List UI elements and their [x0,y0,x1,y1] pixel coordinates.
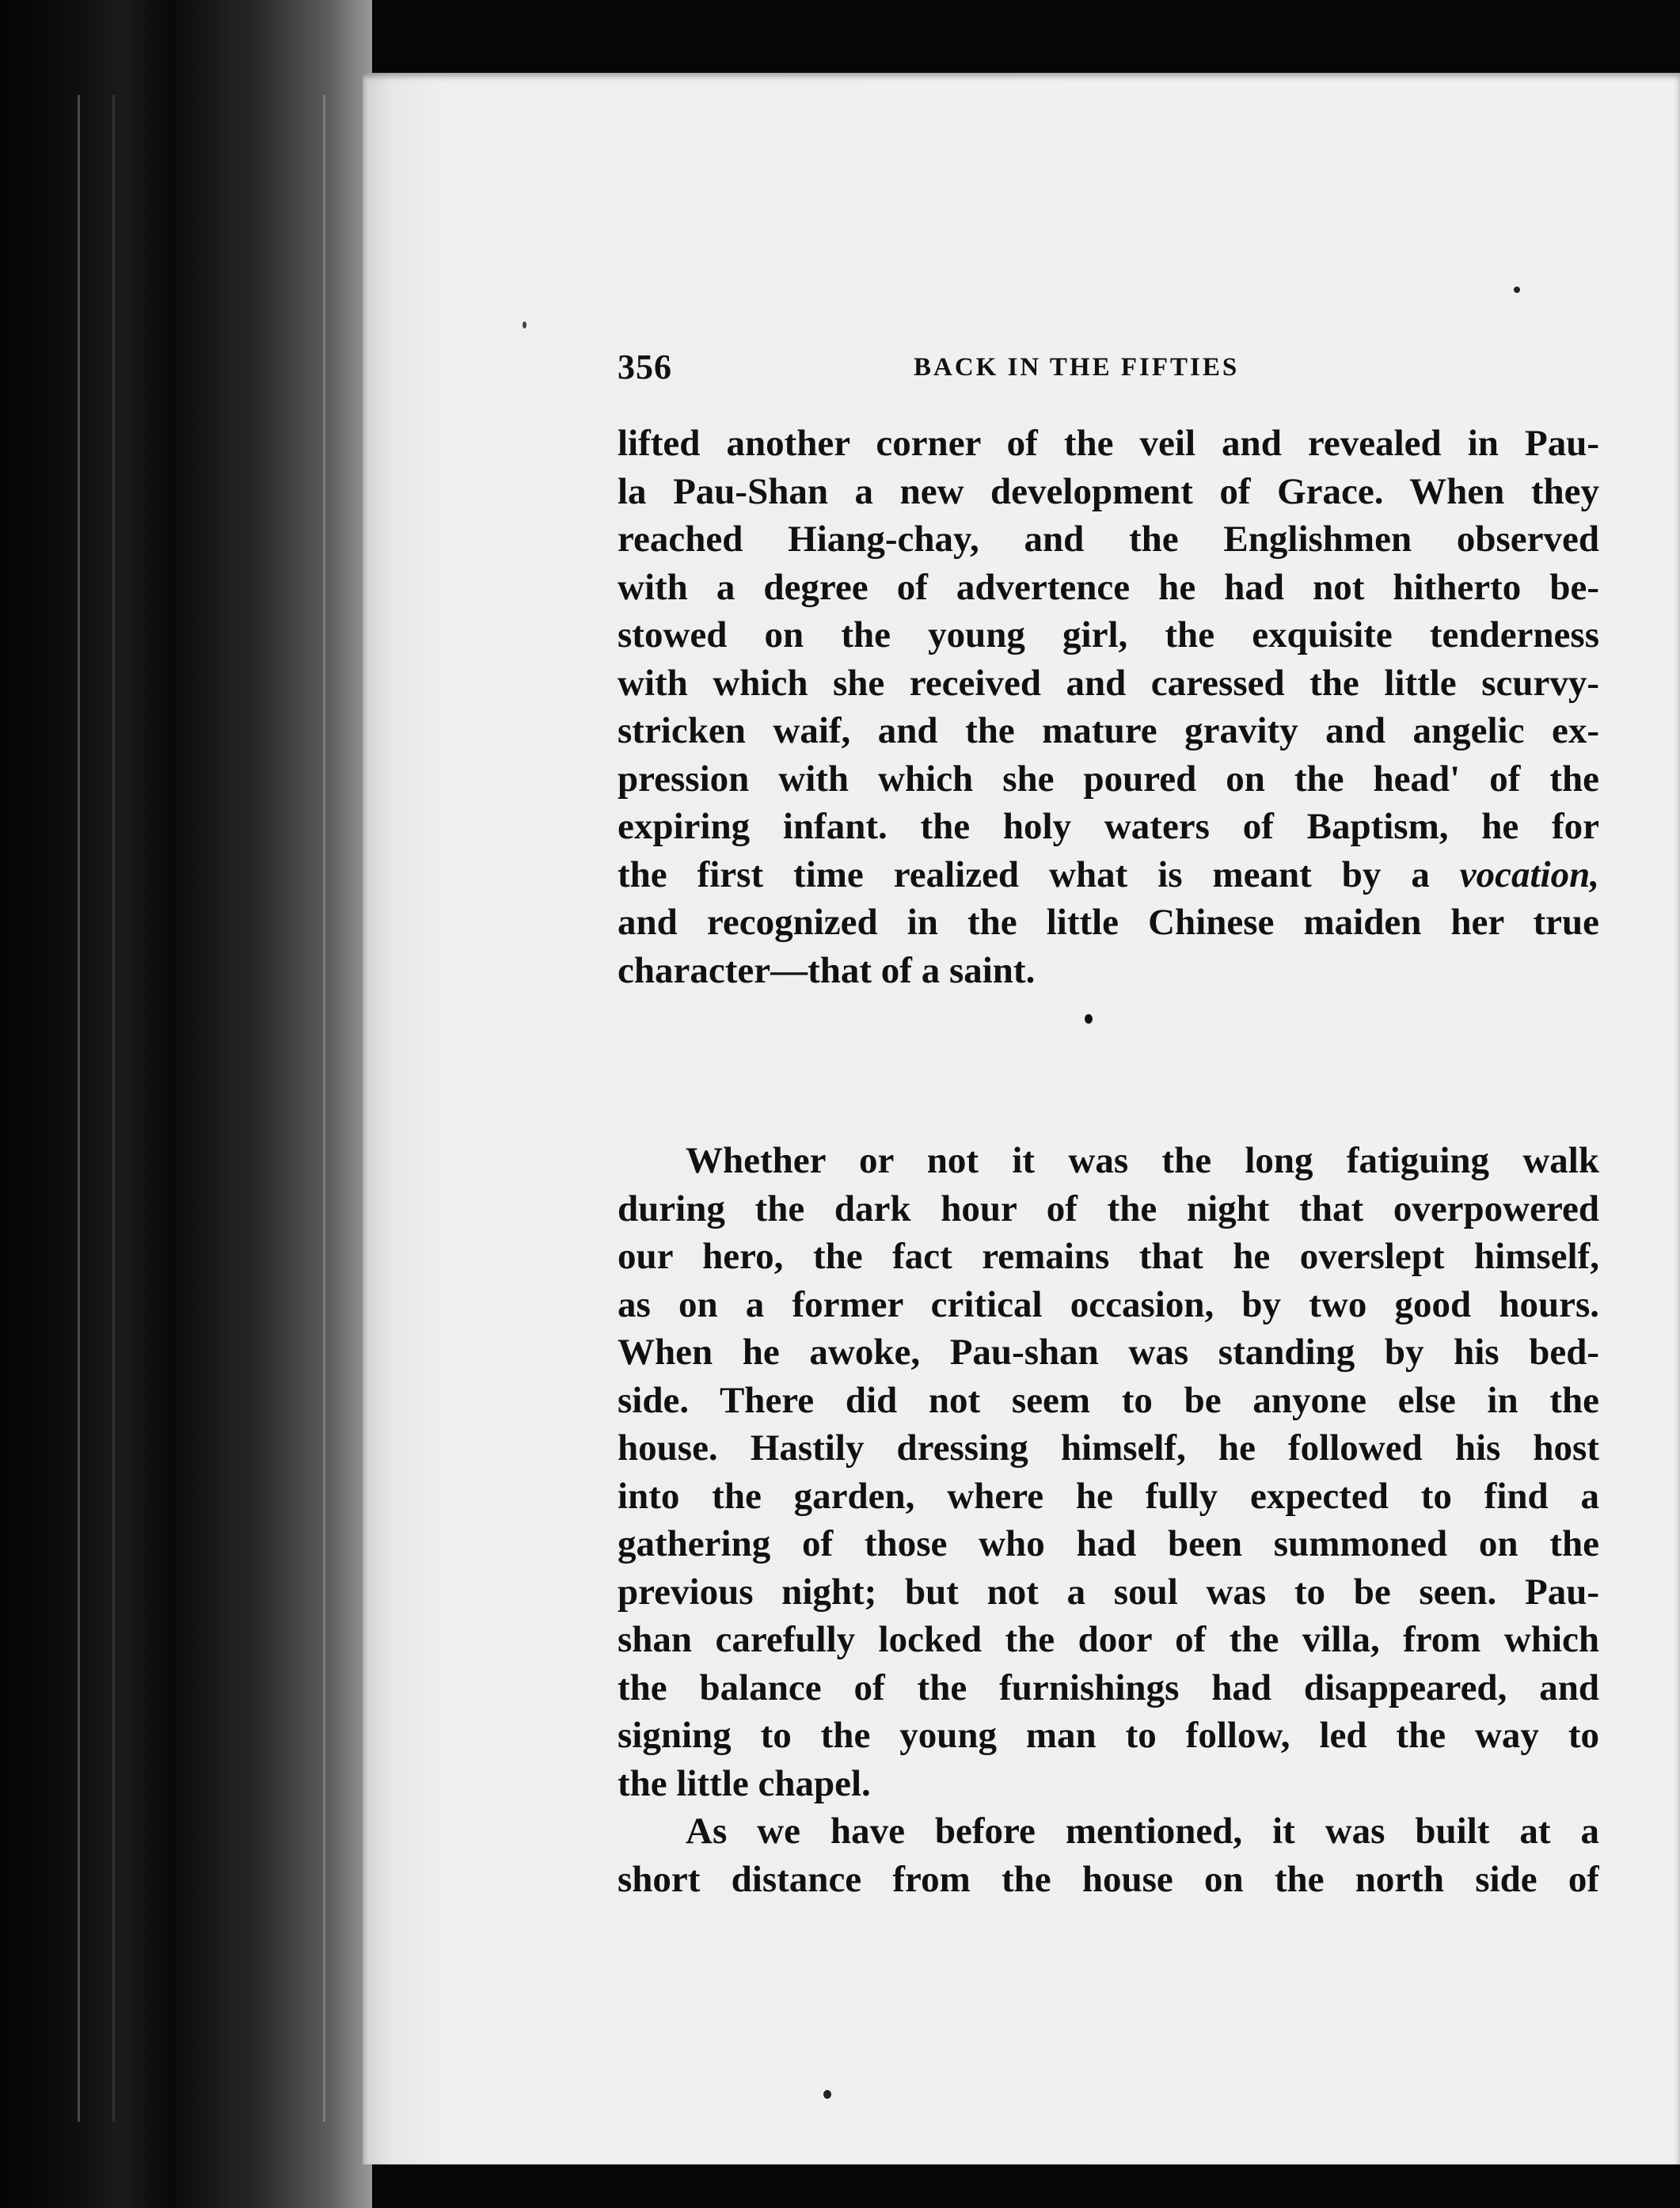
text-line: into the garden, where he fully expected to find a [618,1475,1599,1517]
text-line: stowed on the young girl, the exquisite tenderness [618,614,1599,656]
text-line: When he awoke, Pau-shan was standing by his bed- [618,1332,1599,1373]
text-line: with which she received and caressed the little scurvy- [618,662,1599,704]
text-line: during the dark hour of the night that overpowered [618,1188,1599,1229]
print-speck [1514,287,1520,293]
text-line: lifted another corner of the veil and revealed in Pau- [618,423,1599,464]
text-line: stricken waif, and the mature gravity and angelic ex- [618,710,1599,751]
paragraph-1 [618,420,1599,994]
text-line: short distance from the house on the north side of [618,1858,1599,1900]
print-speck [523,321,526,329]
running-head: BACK IN THE FIFTIES [914,353,1240,382]
emphasized-word: vocation, [1459,853,1599,895]
binding-line [323,95,325,2122]
paragraph-2 [618,1137,1599,1807]
page-number: 356 [618,348,672,386]
text-line: character—that of a saint. [618,949,1036,991]
text-line: pression with which she poured on the head' of the [618,758,1599,800]
text-line: reached Hiang-chay, and the Englishmen observed [618,519,1599,560]
text-line: expiring infant. the holy waters of Baptism, he for [618,806,1599,847]
text-line: our hero, the fact remains that he overslept himself, [618,1236,1599,1277]
section-break [618,994,1599,1137]
section-break-dot [1085,1014,1093,1024]
page-header [618,347,1599,391]
binding-line [112,95,115,2122]
text-line: house. Hastily dressing himself, he followed his host [618,1427,1599,1469]
text-line: As we have before mentioned, it was built at a [686,1811,1599,1852]
text-line: gathering of those who had been summoned on the [618,1523,1599,1564]
text-line: previous night; but not a soul was to be seen. Pau- [618,1571,1599,1613]
text-fragment: the first time realized what is meant by a [618,853,1460,895]
text-line: side. There did not seem to be anyone else in the [618,1379,1599,1421]
print-speck [823,2090,831,2099]
text-line: la Pau-Shan a new development of Grace. When they [618,470,1599,512]
text-line: signing to the young man to follow, led the way to [618,1715,1599,1756]
page-body [618,420,1599,1903]
paragraph-3 [618,1807,1599,1903]
text-line: the little chapel. [618,1762,871,1804]
text-line: shan carefully locked the door of the villa, from which [618,1619,1599,1660]
text-line: as on a former critical occasion, by two good hours. [618,1283,1599,1325]
text-line: and recognized in the little Chinese maiden her true [618,902,1599,943]
text-line: Whether or not it was the long fatiguing walk [686,1140,1599,1181]
text-line: the balance of the furnishings had disappeared, and [618,1666,1599,1708]
text-line: with a degree of advertence he had not hitherto be- [618,566,1599,608]
binding-line [78,95,80,2122]
book-binding-edge [0,0,372,2208]
text-line-with-emphasis [618,851,1599,899]
